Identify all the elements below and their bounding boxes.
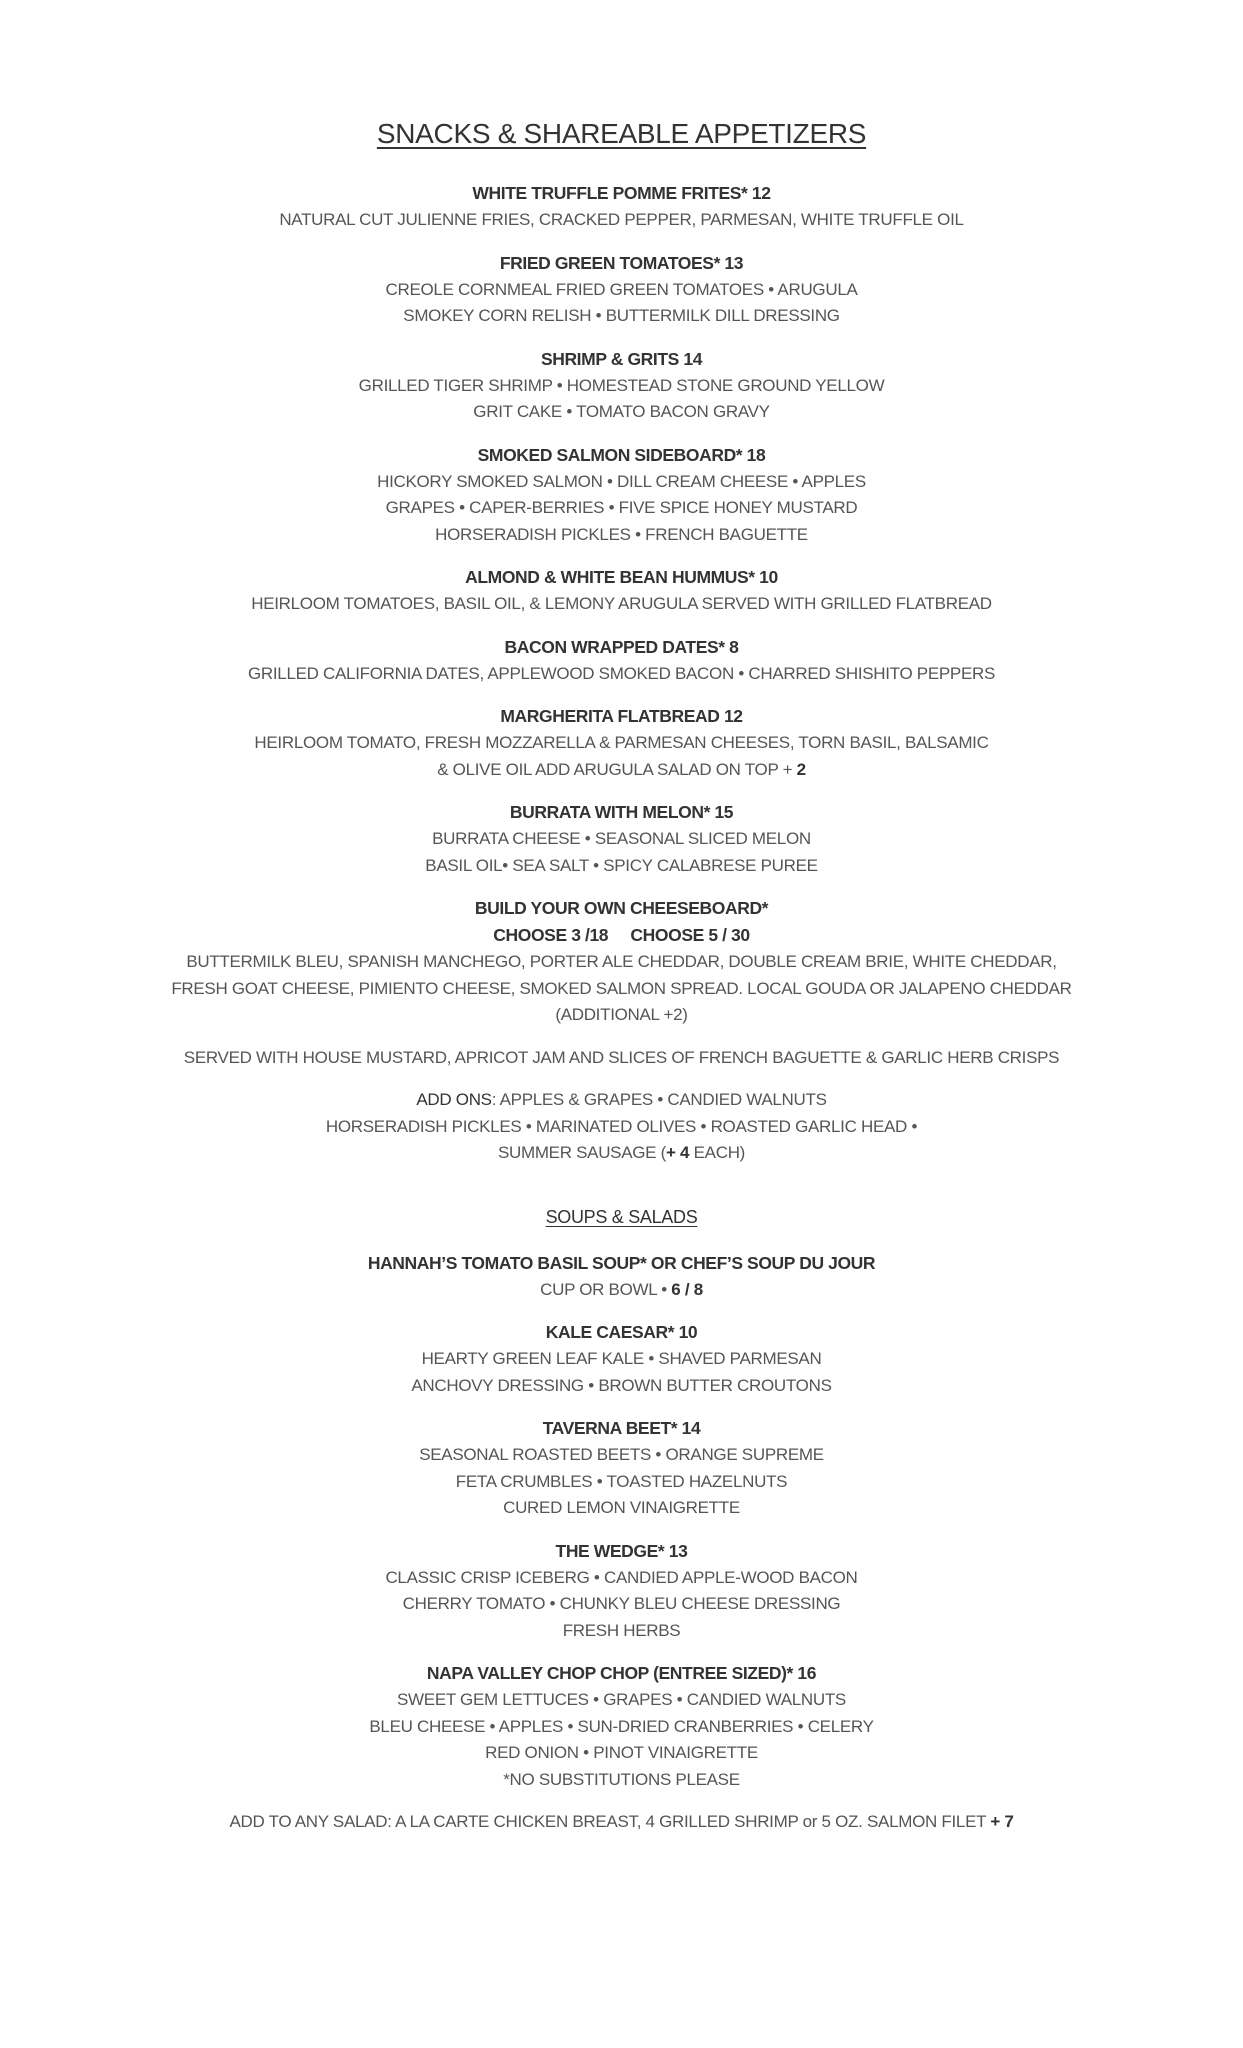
- item-description: GRIT CAKE • TOMATO BACON GRAVY: [473, 402, 770, 421]
- item-description: GRILLED TIGER SHRIMP • HOMESTEAD STONE GROUND YELLOW: [358, 375, 885, 395]
- add-ons-line: [0, 1140, 1243, 1167]
- item-description: RED ONION • PINOT VINAIGRETTE: [485, 1743, 758, 1762]
- item-description: BLEU CHEESE • APPLES • SUN-DRIED CRANBERRIES • CELERY: [369, 1716, 874, 1736]
- item-description: [0, 1277, 1243, 1304]
- item-title: TAVERNA BEET* 14: [542, 1418, 701, 1438]
- menu-item-fried-green-tomatoes: [0, 250, 1243, 330]
- item-description: (ADDITIONAL +2): [555, 1005, 688, 1024]
- add-ons-price: + 4: [666, 1143, 690, 1162]
- item-description: SERVED WITH HOUSE MUSTARD, APRICOT JAM AND SLICES OF FRENCH BAGUETTE & GARLIC HERB CRISPS: [183, 1047, 1060, 1067]
- add-to-salad-text: ADD TO ANY SALAD: A LA CARTE CHICKEN BREAST, 4 GRILLED SHRIMP or 5 OZ. SALMON FILET: [229, 1812, 991, 1831]
- add-to-salad: [0, 1809, 1243, 1836]
- menu-item-napa-valley-chop-chop: [0, 1660, 1243, 1793]
- item-title: BUILD YOUR OWN CHEESEBOARD*: [474, 898, 769, 918]
- snacks-section-title: SNACKS & SHAREABLE APPETIZERS: [376, 118, 867, 149]
- add-ons-line: [0, 1087, 1243, 1114]
- item-description: BASIL OIL• SEA SALT • SPICY CALABRESE PUREE: [425, 855, 818, 875]
- item-description: BURRATA CHEESE • SEASONAL SLICED MELON: [432, 829, 811, 848]
- item-title: NAPA VALLEY CHOP CHOP (ENTREE SIZED)* 16: [426, 1663, 817, 1683]
- add-on-price: 2: [796, 759, 806, 779]
- item-description: GRAPES • CAPER-BERRIES • FIVE SPICE HONEY MUSTARD: [385, 498, 858, 517]
- menu-add-ons: [0, 1087, 1243, 1167]
- menu-item-taverna-beet: [0, 1415, 1243, 1522]
- menu-item-almond-white-bean-hummus: [0, 564, 1243, 618]
- item-description: SWEET GEM LETTUCES • GRAPES • CANDIED WALNUTS: [397, 1690, 846, 1709]
- item-description: FETA CRUMBLES • TOASTED HAZELNUTS: [455, 1471, 788, 1491]
- item-description: GRILLED CALIFORNIA DATES, APPLEWOOD SMOKED BACON • CHARRED SHISHITO PEPPERS: [247, 663, 996, 683]
- item-description: SMOKEY CORN RELISH • BUTTERMILK DILL DRESSING: [403, 306, 840, 325]
- menu-item-margherita-flatbread: [0, 703, 1243, 783]
- item-title: HANNAH’S TOMATO BASIL SOUP* OR CHEF’S SOUP DU JOUR: [367, 1252, 876, 1273]
- menu-item-shrimp-and-grits: [0, 346, 1243, 426]
- item-description: ANCHOVY DRESSING • BROWN BUTTER CROUTONS: [411, 1375, 832, 1395]
- add-ons-text: : APPLES & GRAPES • CANDIED WALNUTS: [491, 1090, 827, 1109]
- soups-section-title: SOUPS & SALADS: [545, 1206, 698, 1227]
- item-description: HEARTY GREEN LEAF KALE • SHAVED PARMESAN: [421, 1349, 822, 1368]
- item-description: BUTTERMILK BLEU, SPANISH MANCHEGO, PORTER ALE CHEDDAR, DOUBLE CREAM BRIE, WHITE CHEDDAR,: [186, 952, 1057, 971]
- item-description: CREOLE CORNMEAL FRIED GREEN TOMATOES • ARUGULA: [385, 279, 858, 299]
- item-description: CHERRY TOMATO • CHUNKY BLEU CHEESE DRESSING: [402, 1594, 841, 1613]
- menu-item-burrata-with-melon: [0, 799, 1243, 879]
- add-ons-text: EACH): [689, 1143, 746, 1162]
- item-description: *NO SUBSTITUTIONS PLEASE: [503, 1769, 740, 1789]
- item-title: THE WEDGE* 13: [555, 1540, 688, 1561]
- add-ons-text: SUMMER SAUSAGE (: [497, 1143, 666, 1162]
- item-description-text: & OLIVE OIL ADD ARUGULA SALAD ON TOP +: [437, 759, 797, 779]
- add-ons-label: ADD ONS: [416, 1090, 492, 1109]
- item-description: HEIRLOOM TOMATO, FRESH MOZZARELLA & PARMESAN CHEESES, TORN BASIL, BALSAMIC: [254, 733, 989, 752]
- item-title: ALMOND & WHITE BEAN HUMMUS* 10: [465, 567, 778, 587]
- item-description: [0, 757, 1243, 784]
- add-ons-line: HORSERADISH PICKLES • MARINATED OLIVES • ROASTED GARLIC HEAD •: [325, 1116, 918, 1136]
- section-spacer: [0, 1183, 1243, 1207]
- menu-item-build-your-own-cheeseboard: [0, 895, 1243, 1029]
- menu-item-served-with: [0, 1045, 1243, 1072]
- item-title: KALE CAESAR* 10: [545, 1322, 698, 1342]
- item-description: FRESH GOAT CHEESE, PIMIENTO CHEESE, SMOKED SALMON SPREAD. LOCAL GOUDA OR JALAPENO CHEDDAR: [171, 978, 1072, 998]
- item-description: NATURAL CUT JULIENNE FRIES, CRACKED PEPPER, PARMESAN, WHITE TRUFFLE OIL: [279, 210, 964, 229]
- item-price: 6 / 8: [671, 1279, 703, 1299]
- item-subtitle: CHOOSE 3 /18 CHOOSE 5 / 30: [493, 925, 750, 945]
- item-title: BACON WRAPPED DATES* 8: [504, 636, 739, 657]
- item-description-text: CUP OR BOWL •: [540, 1279, 672, 1299]
- item-description: HEIRLOOM TOMATOES, BASIL OIL, & LEMONY ARUGULA SERVED WITH GRILLED FLATBREAD: [251, 594, 992, 613]
- menu-item-tomato-basil-soup: [0, 1250, 1243, 1304]
- item-description: CLASSIC CRISP ICEBERG • CANDIED APPLE-WOOD BACON: [385, 1567, 858, 1587]
- item-description: HICKORY SMOKED SALMON • DILL CREAM CHEESE • APPLES: [377, 471, 866, 491]
- add-to-salad-price: + 7: [990, 1812, 1014, 1831]
- item-description: SEASONAL ROASTED BEETS • ORANGE SUPREME: [419, 1445, 824, 1464]
- item-title: MARGHERITA FLATBREAD 12: [500, 706, 743, 726]
- item-description: CURED LEMON VINAIGRETTE: [503, 1498, 740, 1517]
- item-title: SHRIMP & GRITS 14: [540, 348, 703, 369]
- menu-item-the-wedge: [0, 1538, 1243, 1645]
- item-title: BURRATA WITH MELON* 15: [509, 802, 734, 822]
- menu-item-bacon-wrapped-dates: [0, 634, 1243, 688]
- item-title: WHITE TRUFFLE POMME FRITES* 12: [472, 183, 771, 203]
- menu-item-smoked-salmon-sideboard: [0, 442, 1243, 549]
- item-description: FRESH HERBS: [562, 1620, 681, 1640]
- add-to-salad-line: [0, 1809, 1243, 1836]
- item-title: SMOKED SALMON SIDEBOARD* 18: [477, 444, 766, 465]
- item-title: FRIED GREEN TOMATOES* 13: [499, 252, 744, 273]
- menu-item-white-truffle-pomme-frites: [0, 180, 1243, 234]
- item-description: HORSERADISH PICKLES • FRENCH BAGUETTE: [435, 524, 808, 544]
- menu-item-kale-caesar: [0, 1319, 1243, 1399]
